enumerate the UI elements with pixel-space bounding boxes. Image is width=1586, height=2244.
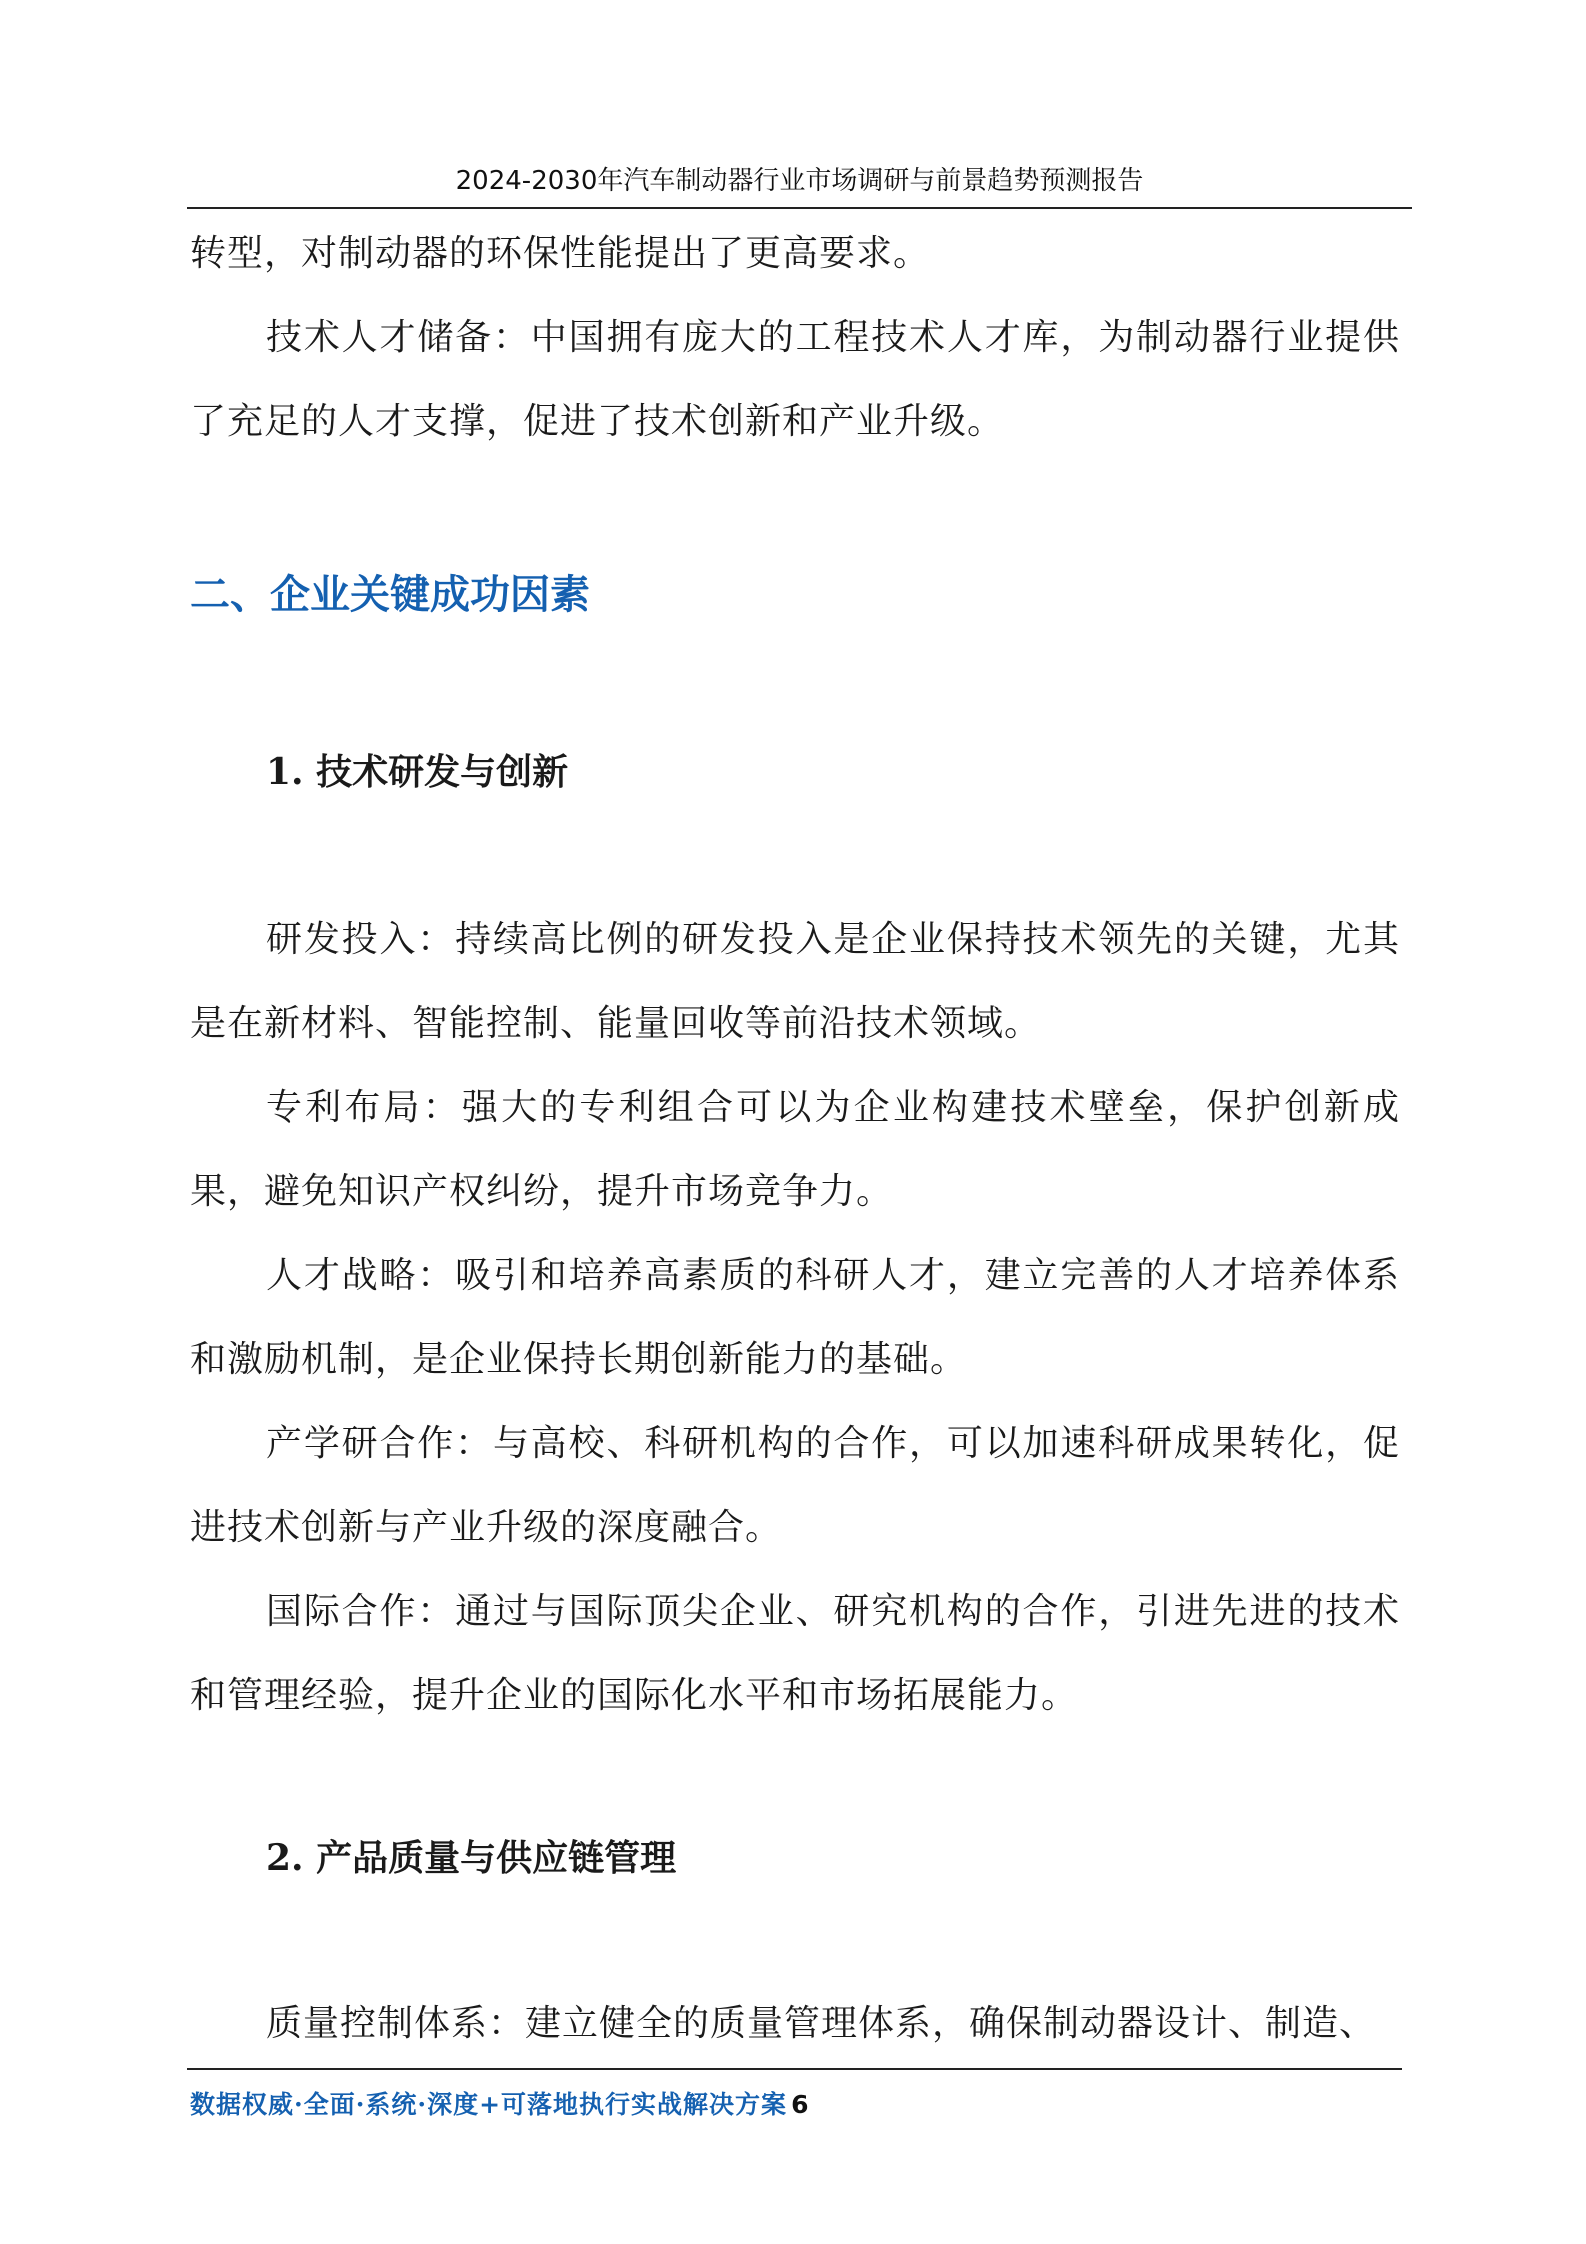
subsection-heading-rnd: 1. 技术研发与创新 xyxy=(266,751,569,793)
footer-divider xyxy=(187,2068,1402,2070)
paragraph-industry-academia: 产学研合作：与高校、科研机构的合作，可以加速科研成果转化，促进技术创新与产业升级的深度融合。 xyxy=(190,1423,1400,1548)
paragraph-patent-layout: 专利布局：强大的专利组合可以为企业构建技术壁垒，保护创新成果，避免知识产权纠纷，提升市场竞争力。 xyxy=(190,1087,1400,1212)
section-heading: 二、企业关键成功因素 xyxy=(190,572,590,618)
footer xyxy=(190,2085,809,2125)
paragraph-international-cooperation: 国际合作：通过与国际顶尖企业、研究机构的合作，引进先进的技术和管理经验，提升企业的国际化水平和市场拓展能力。 xyxy=(190,1591,1400,1716)
paragraph-rnd-investment: 研发投入：持续高比例的研发投入是企业保持技术领先的关键，尤其是在新材料、智能控制、能量回收等前沿技术领域。 xyxy=(190,919,1400,1044)
rnd-block xyxy=(190,898,1400,1738)
footer-slogan: 数据权威·全面·系统·深度+可落地执行实战解决方案 xyxy=(190,2090,788,2119)
paragraph-talent-strategy: 人才战略：吸引和培养高素质的科研人才，建立完善的人才培养体系和激励机制，是企业保持长期创新能力的基础。 xyxy=(190,1255,1400,1380)
quality-block xyxy=(190,1982,1400,2066)
report-title: 2024-2030年汽车制动器行业市场调研与前景趋势预测报告 xyxy=(455,166,1144,196)
header-divider xyxy=(187,207,1412,209)
paragraph-talent-reserve: 技术人才储备：中国拥有庞大的工程技术人才库，为制动器行业提供了充足的人才支撑，促进了技术创新和产业升级。 xyxy=(190,317,1400,442)
intro-block xyxy=(190,212,1400,464)
paragraph-quality-control: 质量控制体系：建立健全的质量管理体系，确保制动器设计、制造、 xyxy=(266,2003,1377,2044)
subsection-heading-quality: 2. 产品质量与供应链管理 xyxy=(266,1837,677,1879)
paragraph-continuation: 转型，对制动器的环保性能提出了更高要求。 xyxy=(190,233,931,274)
page-number: 6 xyxy=(791,2090,810,2119)
